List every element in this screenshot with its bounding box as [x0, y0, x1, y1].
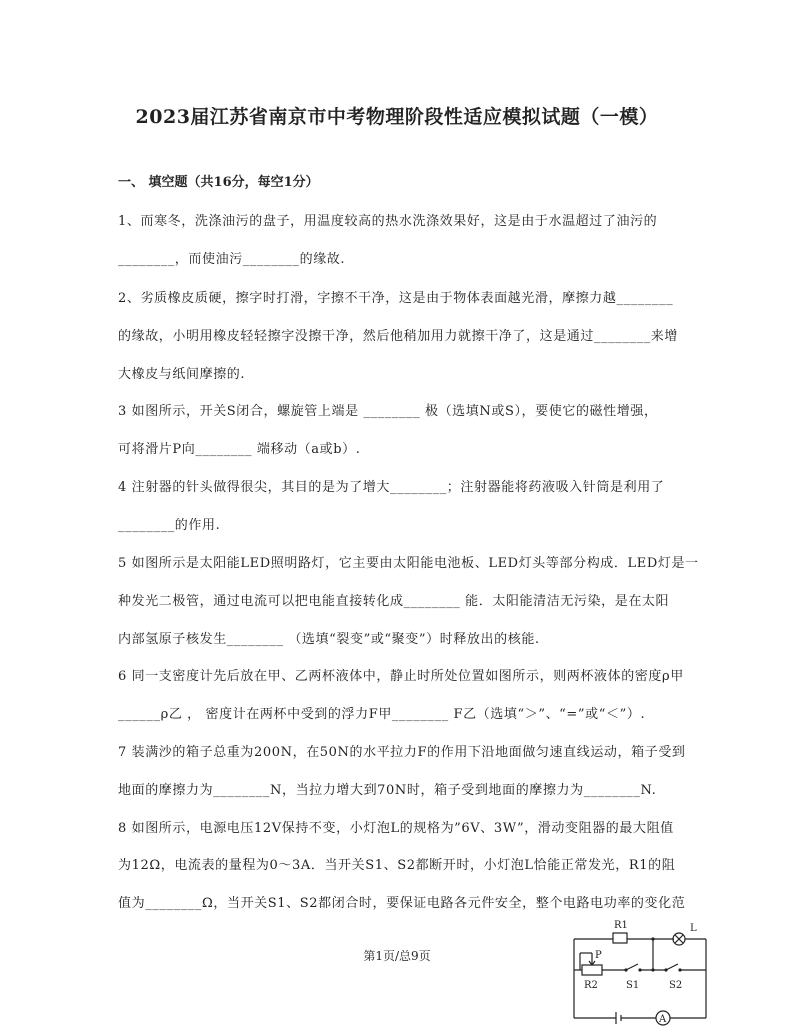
- text-line: 大橡皮与纸间摩擦的.: [118, 367, 246, 382]
- text-line: 为12Ω，电流表的量程为0～3A．当开关S1、S2都断开时，小灯泡L恰能正常发光，R1的阻: [118, 858, 676, 873]
- label-ammeter: A: [659, 1014, 667, 1025]
- text-line: 1、而寒冬，洗涤油污的盘子，用温度较高的热水洗涤效果好，这是由于水温超过了油污的: [118, 214, 658, 229]
- text-line: 4 注射器的针头做得很尖，其目的是为了增大________；注射器能将药液吸入针筒是利用了: [118, 480, 665, 495]
- text-line: ________，而使油污________的缘故.: [118, 252, 346, 267]
- label-r2: R2: [584, 980, 598, 991]
- text-line: 内部氢原子核发生________ （选填“裂变”或“聚变”）时释放出的核能.: [118, 632, 540, 647]
- text-line: 3 如图所示，开关S闭合，螺旋管上端是 ________ 极（选填N或S），要使它的磁性增强，: [118, 404, 658, 419]
- text-line: ______ρ乙 ， 密度计在两杯中受到的浮力F甲________ F乙（选填“＞”、“=”或“＜”）.: [118, 707, 646, 722]
- text-line: 5 如图所示是太阳能LED照明路灯，它主要由太阳能电池板、LED灯头等部分构成．LED灯是一: [118, 556, 699, 571]
- page-title: 2023届江苏省南京市中考物理阶段性适应模拟试题（一模）: [135, 106, 659, 128]
- text-line: 7 装满沙的箱子总重为200N，在50N的水平拉力F的作用下沿地面做匀速直线运动，箱子受到: [118, 745, 686, 760]
- text-line: 2、劣质橡皮质硬，擦字时打滑，字擦不干净，这是由于物体表面越光滑，摩擦力越________: [118, 291, 674, 306]
- text-line: 地面的摩擦力为________N，当拉力增大到70N时，箱子受到地面的摩擦力为________N.: [118, 783, 657, 798]
- label-r1: R1: [614, 920, 628, 931]
- text-line: 值为________Ω，当开关S1、S2都闭合时，要保证电路各元件安全，整个电路电功率的变化范: [118, 896, 686, 911]
- circuit-diagram: [566, 913, 716, 1028]
- label-s1: S1: [626, 980, 640, 991]
- page-footer: 第1页/总9页: [363, 949, 431, 963]
- label-p: P: [595, 950, 602, 961]
- text-line: 6 同一支密度计先后放在甲、乙两杯液体中，静止时所处位置如图所示，则两杯液体的密度ρ甲: [118, 669, 684, 684]
- text-line: 8 如图所示，电源电压12V保持不变，小灯泡L的规格为”6V、3W”，滑动变阻器的最大阻值: [118, 821, 674, 836]
- section-heading: 一、 填空题（共16分，每空1分）: [118, 175, 319, 190]
- text-line: 的缘故，小明用橡皮轻轻擦字没擦干净，然后他稍加用力就擦干净了，这是通过________来增: [118, 329, 679, 344]
- label-lamp: L: [690, 923, 697, 934]
- text-line: 种发光二极管，通过电流可以把电能直接转化成________ 能．太阳能清洁无污染，是在太阳: [118, 594, 670, 609]
- text-line: 可将滑片P向________ 端移动（a或b）.: [118, 442, 361, 457]
- label-s2: S2: [669, 980, 683, 991]
- text-line: ________的作用.: [118, 518, 221, 533]
